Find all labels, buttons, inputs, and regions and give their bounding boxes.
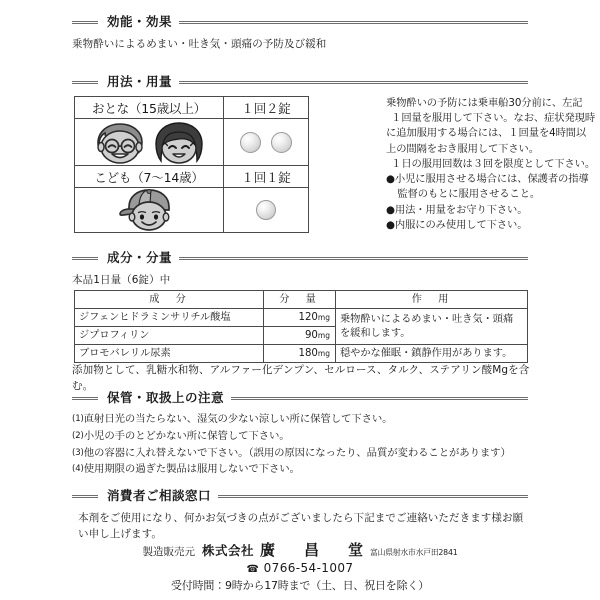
manufacturer-address: 富山県射水市水戸田2841 bbox=[370, 548, 458, 557]
section-title-storage: 保管・取扱上の注意 bbox=[107, 390, 225, 405]
section-title-efficacy: 効能・効果 bbox=[107, 14, 173, 29]
table-row bbox=[75, 345, 528, 363]
manufacturer-prefix-label: 製造販売元 bbox=[142, 546, 196, 558]
ingredient-name: ジフェンヒドラミンサリチル酸塩 bbox=[75, 309, 264, 327]
list-item-text: 小児の手のとどかない所に保管して下さい。 bbox=[83, 429, 290, 442]
usage-note-bullet: ●内服にのみ使用して下さい。 bbox=[386, 218, 528, 231]
list-item-text: 使用期限の過ぎた製品は服用しないで下さい。 bbox=[83, 463, 300, 476]
rule-left-decoration bbox=[72, 21, 98, 24]
table-row bbox=[75, 166, 309, 188]
adult-man-face-icon bbox=[91, 121, 149, 165]
section-heading-ingredients bbox=[72, 252, 528, 265]
ingredient-amount bbox=[264, 345, 336, 363]
section-title-ingredients: 成分・分量 bbox=[107, 250, 173, 265]
table-row bbox=[75, 119, 309, 166]
dosage-amount-adult: １回２錠 bbox=[224, 97, 309, 119]
manufacturer-block bbox=[72, 540, 528, 594]
tablet-icon bbox=[271, 132, 292, 153]
rule-left-decoration bbox=[72, 495, 98, 498]
rule-left-decoration bbox=[72, 397, 98, 400]
telephone-number: 0766-54-1007 bbox=[263, 561, 354, 576]
table-header-row bbox=[75, 291, 528, 309]
manufacturer-company-name: 廣 昌 堂 bbox=[260, 541, 371, 559]
list-item-text: 他の容器に入れ替えないで下さい。（誤用の原因になったり、品質が変わることがあります） bbox=[83, 446, 511, 459]
dosage-table bbox=[74, 96, 309, 233]
child-face-illustration bbox=[75, 188, 224, 233]
manufacturer-telephone-line bbox=[72, 560, 528, 578]
table-row bbox=[75, 188, 309, 233]
dosage-amount-child: １回１錠 bbox=[224, 166, 309, 188]
usage-note-line: に追加服用する場合には、１回量を4時間以 bbox=[386, 127, 587, 140]
list-item bbox=[72, 462, 532, 478]
rule-right-decoration bbox=[179, 257, 528, 260]
manufacturer-corp-label: 株式会社 bbox=[202, 543, 255, 558]
rule-right-decoration bbox=[231, 397, 528, 400]
usage-note-line: １日の服用回数は３回を限度として下さい。 bbox=[391, 157, 596, 170]
section-heading-contact bbox=[72, 490, 528, 503]
storage-precautions-list bbox=[72, 412, 532, 479]
ingredients-lead-text: 本品1日量（6錠）中 bbox=[72, 274, 171, 286]
dosage-block bbox=[74, 96, 596, 233]
additives-text: 添加物として、乳糖水和物、アルファー化デンプン、セルロース、タルク、ステアリン酸Mgを含む。 bbox=[72, 364, 530, 393]
table-row bbox=[75, 97, 309, 119]
list-item-number: (1) bbox=[72, 414, 84, 424]
child-boy-cap-face-icon bbox=[119, 188, 179, 232]
efficacy-body-text: 乗物酔いによるめまい・吐き気・頭痛の予防及び緩和 bbox=[72, 38, 327, 50]
list-item-number: (3) bbox=[72, 447, 84, 458]
tablet-icon bbox=[256, 200, 276, 220]
rule-right-decoration bbox=[218, 495, 528, 498]
adult-faces-illustration bbox=[75, 119, 224, 166]
usage-note-bullet: ●用法・用量をお守り下さい。 bbox=[386, 203, 528, 216]
section-heading-storage bbox=[72, 392, 528, 405]
list-item bbox=[72, 446, 532, 462]
list-item bbox=[72, 429, 532, 445]
contact-hours: 受付時間：9時から17時まで（土、日、祝日を除く） bbox=[171, 578, 429, 592]
ingredient-name: ブロモバレリル尿素 bbox=[75, 345, 264, 363]
usage-note-bullet: ●小児に服用させる場合には、保護者の指導 bbox=[386, 173, 589, 186]
column-header-amount: 分 量 bbox=[264, 291, 336, 309]
tablet-icon bbox=[240, 132, 261, 153]
ingredients-table bbox=[74, 290, 528, 363]
amount-unit: mg bbox=[317, 348, 330, 358]
dosage-usage-notes bbox=[386, 96, 600, 233]
usage-note-line: 乗物酔いの予防には乗車船30分前に、左記 bbox=[386, 97, 583, 109]
contact-body-text: 本剤をご使用になり、何かお気づきの点がございましたら下記までご連絡いただきます様お願い申し上げます。 bbox=[78, 512, 524, 541]
ingredient-amount bbox=[264, 309, 336, 327]
ingredient-effect: 穏やかな催眠・鎮静作用があります。 bbox=[336, 345, 528, 363]
ingredient-name: ジプロフィリン bbox=[75, 327, 264, 345]
list-item-number: (4) bbox=[72, 464, 84, 475]
child-tablet-count-illustration bbox=[224, 188, 309, 233]
section-title-contact: 消費者ご相談窓口 bbox=[107, 488, 212, 503]
amount-value: 180 bbox=[298, 347, 318, 359]
section-heading-efficacy bbox=[72, 16, 528, 29]
rule-right-decoration bbox=[179, 21, 528, 24]
adult-tablet-count-illustration bbox=[224, 119, 309, 166]
rule-right-decoration bbox=[179, 81, 528, 84]
manufacturer-name-line bbox=[72, 540, 528, 560]
usage-note-line: 上の間隔をおき服用して下さい。 bbox=[386, 142, 539, 155]
amount-unit: mg bbox=[317, 330, 330, 340]
column-header-effect: 作 用 bbox=[336, 291, 528, 309]
amount-value: 90 bbox=[304, 329, 318, 341]
usage-note-line: １回量を服用して下さい。なお、症状発現時 bbox=[391, 112, 596, 125]
rule-left-decoration bbox=[72, 81, 98, 84]
adult-woman-face-icon bbox=[150, 121, 208, 165]
amount-unit: mg bbox=[317, 312, 330, 322]
rule-left-decoration bbox=[72, 257, 98, 260]
telephone-icon: ☎ bbox=[246, 564, 260, 576]
dosage-who-adult: おとな（15歳以上） bbox=[75, 97, 224, 119]
column-header-name: 成 分 bbox=[75, 291, 264, 309]
list-item-text: 直射日光の当たらない、湿気の少ない涼しい所に保管して下さい。 bbox=[83, 413, 393, 425]
table-row bbox=[75, 309, 528, 327]
section-heading-dosage bbox=[72, 76, 528, 89]
list-item bbox=[72, 412, 532, 428]
amount-value: 120 bbox=[298, 311, 318, 323]
ingredient-amount bbox=[264, 327, 336, 345]
list-item-number: (2) bbox=[72, 430, 84, 441]
ingredient-effect: 乗物酔いによるめまい・吐き気・頭痛を緩和します。 bbox=[336, 309, 528, 345]
usage-note-line: 監督のもとに服用させること。 bbox=[397, 188, 541, 201]
section-title-dosage: 用法・用量 bbox=[107, 74, 173, 89]
ingredients-table-wrapper bbox=[74, 290, 528, 363]
dosage-who-child: こども（7〜14歳） bbox=[75, 166, 224, 188]
